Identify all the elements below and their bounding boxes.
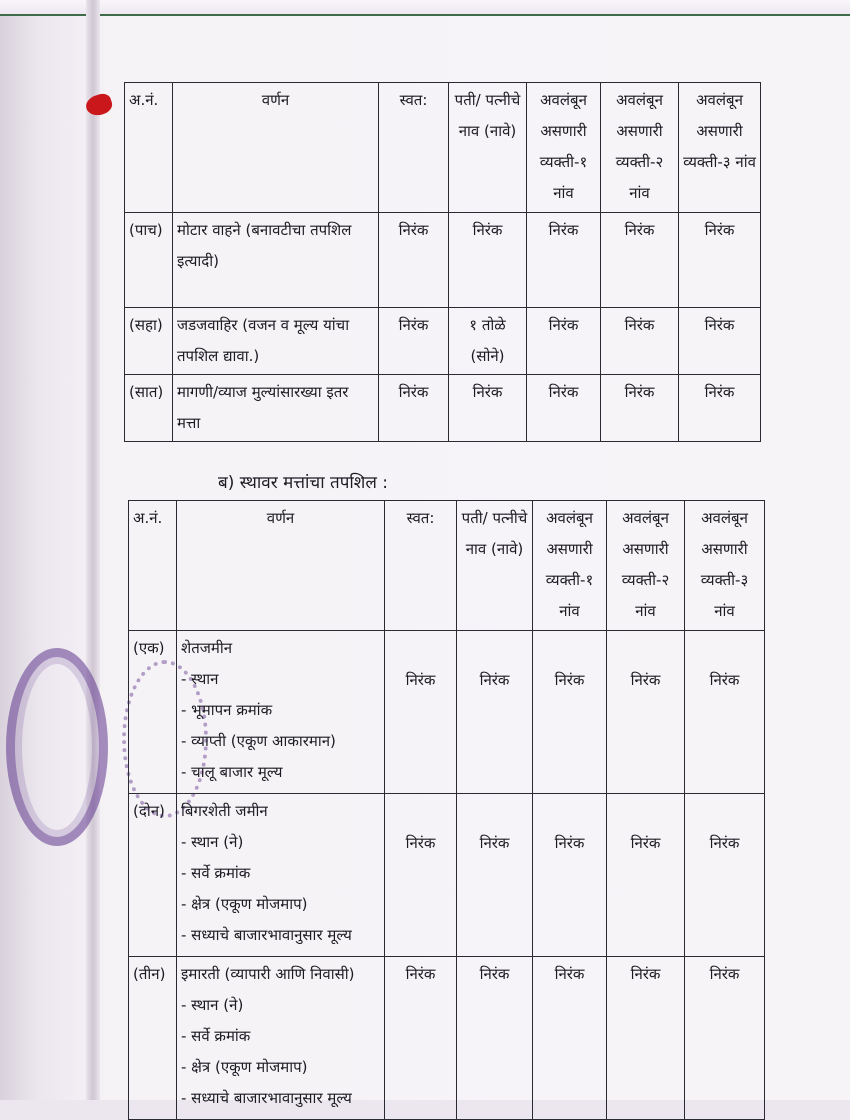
row-self: निरंक — [379, 213, 449, 308]
row-desc: मागणी/व्याज मुल्यांसारख्या इतर मत्ता — [173, 375, 379, 442]
table-row — [129, 957, 765, 1120]
header-dependent-3: अवलंबून असणारी व्यक्ती-३ नांव — [679, 83, 761, 213]
header-dependent-2: अवलंबून असणारी व्यक्ती-२ नांव — [607, 501, 685, 631]
row-desc: शेतजमीन — [181, 639, 233, 657]
row-desc-cell — [177, 794, 385, 957]
row-spouse: १ तोळे (सोने) — [449, 308, 527, 375]
row-dep3: निरंक — [685, 631, 765, 794]
row-sub-item: - चालू बाजार मूल्य — [181, 763, 283, 781]
row-sr: (सहा) — [125, 308, 173, 375]
header-dependent-1: अवलंबून असणारी व्यक्ती-१ नांव — [527, 83, 601, 213]
row-dep1: निरंक — [527, 213, 601, 308]
row-dep3: निरंक — [679, 308, 761, 375]
row-dep2: निरंक — [601, 375, 679, 442]
row-sub-item: - भूमापन क्रमांक — [181, 701, 273, 719]
row-sr: (दोन) — [129, 794, 177, 957]
immovable-assets-table — [128, 500, 765, 1120]
header-sr: अ.नं. — [125, 83, 173, 213]
row-spouse: निरंक — [457, 631, 533, 794]
row-desc: बिगरशेती जमीन — [181, 802, 268, 820]
row-dep2: निरंक — [601, 308, 679, 375]
row-desc-cell — [177, 957, 385, 1120]
row-desc: जडजवाहिर (वजन व मूल्य यांचा तपशिल द्यावा.) — [173, 308, 379, 375]
row-dep3: निरंक — [685, 957, 765, 1120]
row-sr: (पाच) — [125, 213, 173, 308]
row-desc: मोटार वाहने (बनावटीचा तपशिल इत्यादी) — [173, 213, 379, 308]
row-sr: (सात) — [125, 375, 173, 442]
row-sub-item: - स्थान (ने) — [181, 996, 244, 1014]
row-self: निरंक — [379, 375, 449, 442]
row-dep1: निरंक — [533, 631, 607, 794]
row-dep1: निरंक — [533, 794, 607, 957]
header-dependent-1: अवलंबून असणारी व्यक्ती-१ नांव — [533, 501, 607, 631]
header-sr: अ.नं. — [129, 501, 177, 631]
table-row — [125, 308, 761, 375]
row-sub-item: - स्थान — [181, 670, 219, 688]
row-sr: (तीन) — [129, 957, 177, 1120]
table-row — [125, 375, 761, 442]
header-self: स्वत: — [379, 83, 449, 213]
header-self: स्वत: — [385, 501, 457, 631]
header-dependent-3: अवलंबून असणारी व्यक्ती-३ नांव — [685, 501, 765, 631]
row-self: निरंक — [385, 631, 457, 794]
row-sub-item: - सध्याचे बाजारभावानुसार मूल्य — [181, 926, 352, 944]
row-sub-item: - स्थान (ने) — [181, 833, 244, 851]
row-spouse: निरंक — [449, 213, 527, 308]
row-dep2: निरंक — [607, 794, 685, 957]
immovable-assets-heading: ब) स्थावर मत्तांचा तपशिल : — [218, 473, 388, 493]
header-desc: वर्णन — [173, 83, 379, 213]
row-sr: (एक) — [129, 631, 177, 794]
row-dep2: निरंक — [601, 213, 679, 308]
row-spouse: निरंक — [449, 375, 527, 442]
row-desc: इमारती (व्यापारी आणि निवासी) — [181, 965, 355, 983]
row-dep3: निरंक — [679, 375, 761, 442]
table-row — [129, 631, 765, 794]
row-dep3: निरंक — [679, 213, 761, 308]
binding-fold — [86, 0, 100, 1100]
table-row — [129, 794, 765, 957]
row-dep1: निरंक — [527, 308, 601, 375]
row-spouse: निरंक — [457, 794, 533, 957]
header-spouse: पती/ पत्नीचे नाव (नावे) — [457, 501, 533, 631]
table-row — [125, 213, 761, 308]
row-dep3: निरंक — [685, 794, 765, 957]
row-dep1: निरंक — [527, 375, 601, 442]
row-sub-item: - क्षेत्र (एकूण मोजमाप) — [181, 895, 308, 913]
row-desc-cell — [177, 631, 385, 794]
row-sub-item: - सध्याचे बाजारभावानुसार मूल्य — [181, 1089, 352, 1107]
header-spouse: पती/ पत्नीचे नाव (नावे) — [449, 83, 527, 213]
row-sub-item: - सर्वे क्रमांक — [181, 864, 251, 882]
row-sub-item: - क्षेत्र (एकूण मोजमाप) — [181, 1058, 308, 1076]
row-sub-item: - सर्वे क्रमांक — [181, 1027, 251, 1045]
row-dep1: निरंक — [533, 957, 607, 1120]
row-self: निरंक — [385, 794, 457, 957]
official-seal-stamp — [6, 648, 108, 846]
movable-assets-table — [124, 82, 761, 442]
header-desc: वर्णन — [177, 501, 385, 631]
table-header-row — [129, 501, 765, 631]
table-header-row — [125, 83, 761, 213]
header-dependent-2: अवलंबून असणारी व्यक्ती-२ नांव — [601, 83, 679, 213]
page-top-edge — [0, 0, 850, 16]
row-dep2: निरंक — [607, 957, 685, 1120]
row-dep2: निरंक — [607, 631, 685, 794]
row-self: निरंक — [385, 957, 457, 1120]
row-spouse: निरंक — [457, 957, 533, 1120]
row-self: निरंक — [379, 308, 449, 375]
row-sub-item: - व्याप्ती (एकूण आकारमान) — [181, 732, 336, 750]
